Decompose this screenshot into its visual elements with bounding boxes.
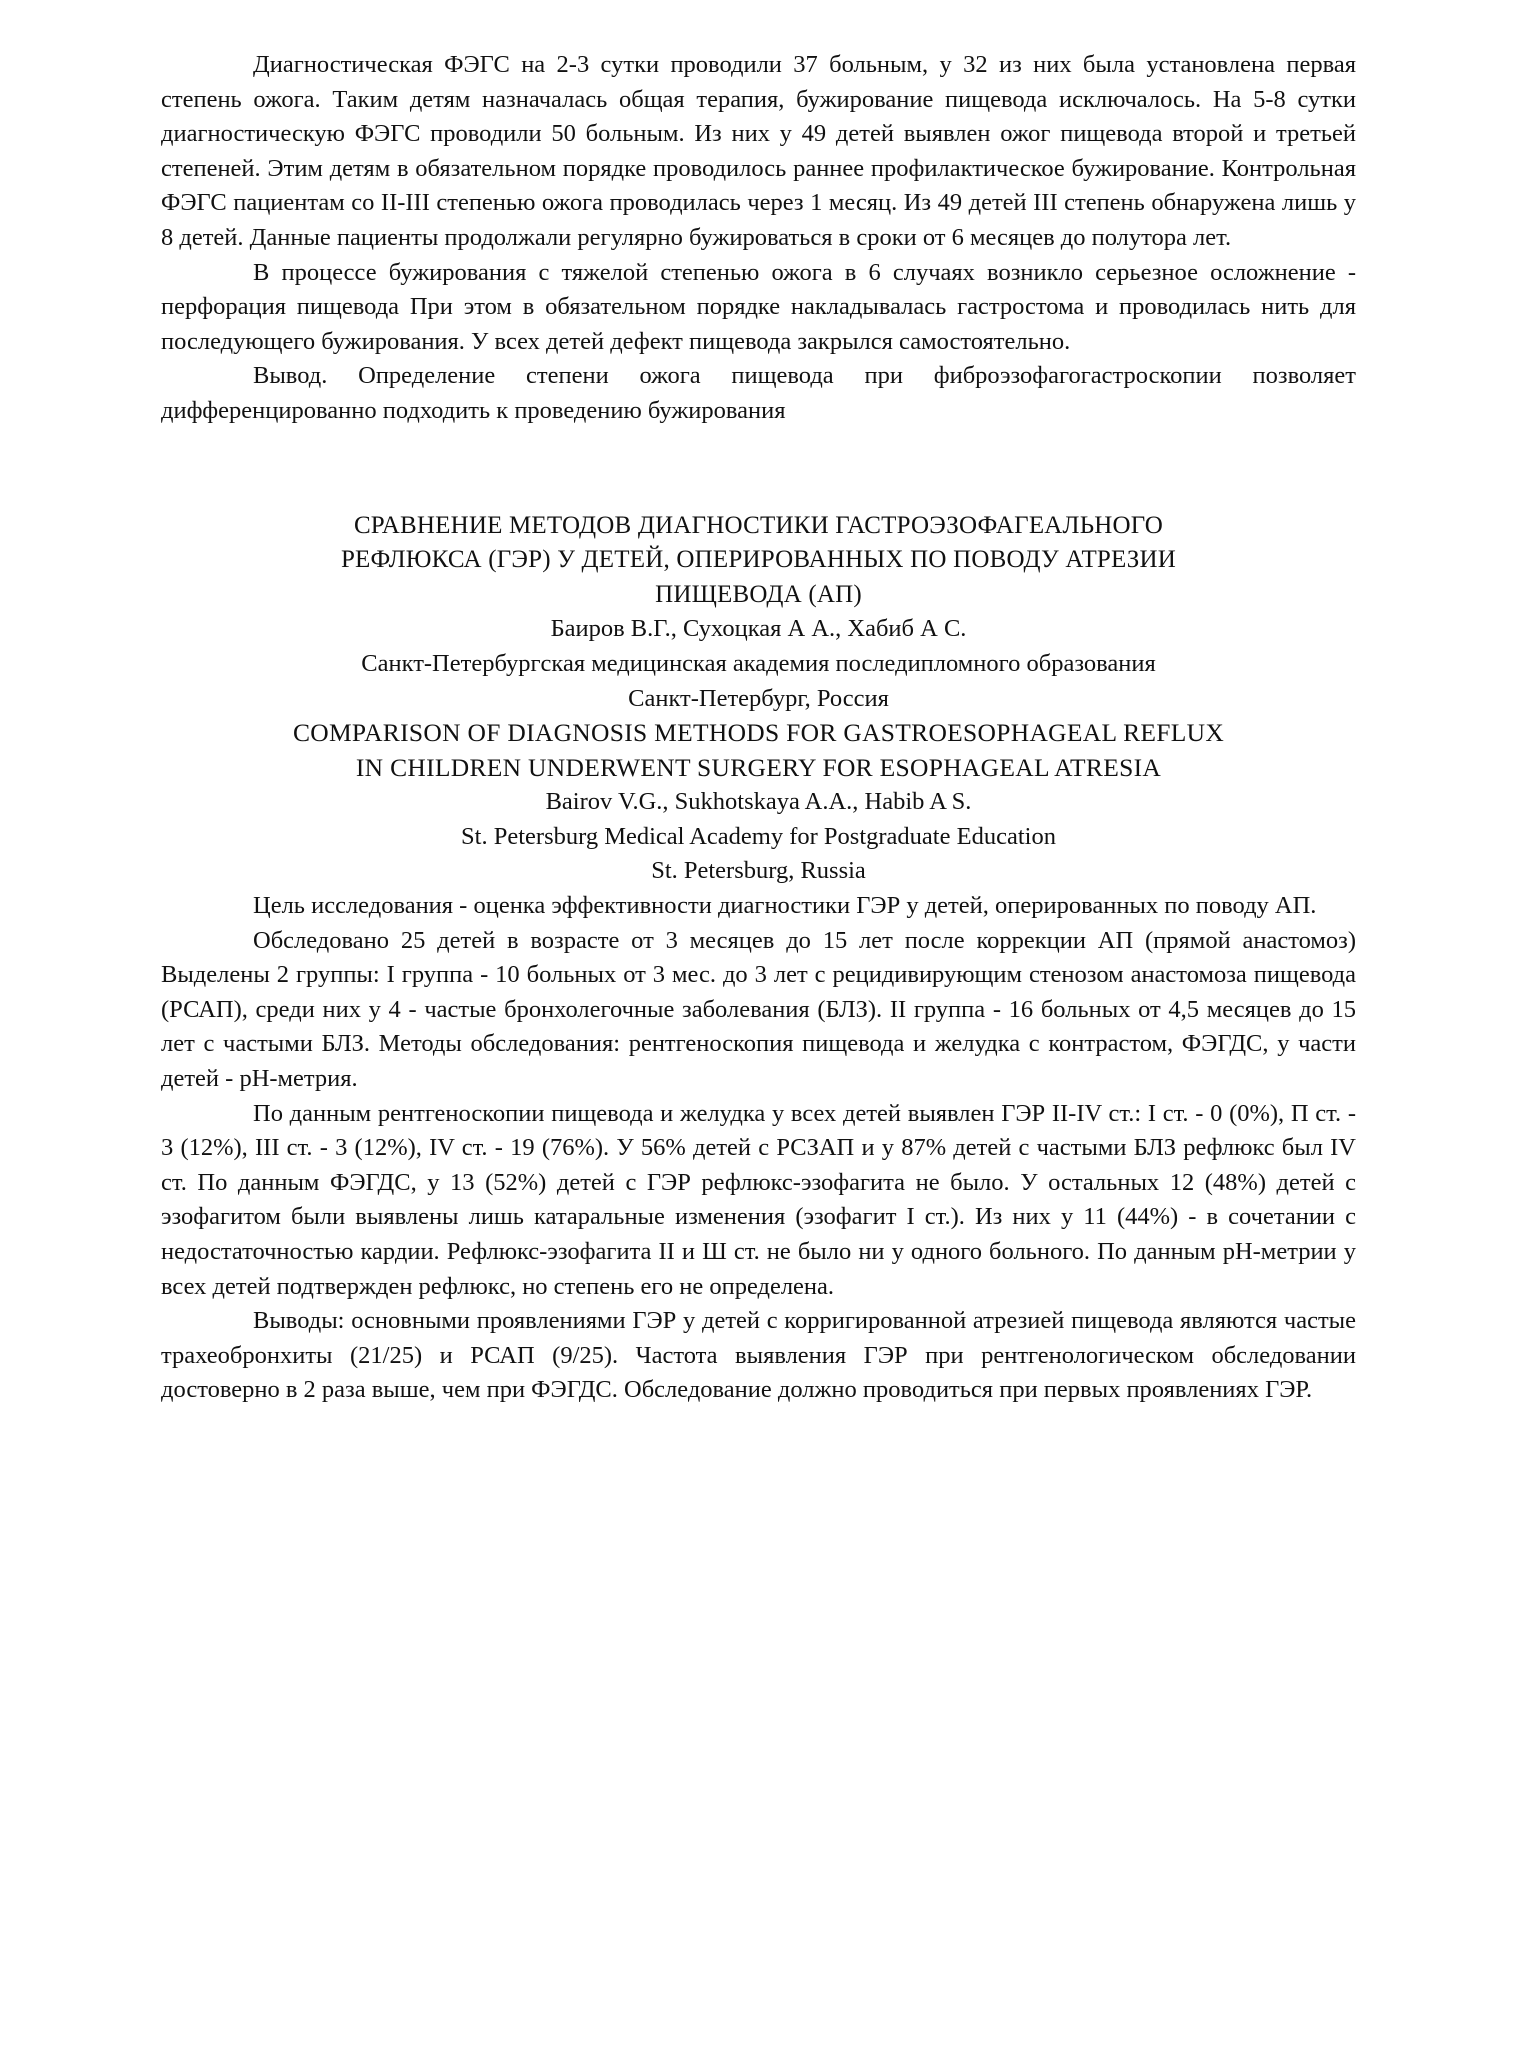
results-paragraph: По данным рентгеноскопии пищевода и желудка у всех детей выявлен ГЭР II-IV ст.: I ст. - 0 (0%), П ст. - 3 (12%), III ст. - 3 (12%), IV ст. - 19 (76%). У 56% детей с РСЗАП и у 87% детей с частыми БЛЗ рефлюкс был IV ст. По данным ФЭГДС, у 13 (52%) детей с ГЭР рефлюкс-эзофагита не было. У остальных 12 (48%) детей с эзофагитом были выявлены лишь катаральные изменения (эзофагит I ст.). Из них у 11 (44%) - в сочетании с недостаточностью кардии. Рефлюкс-эзофагита II и Ш ст. не было ни у одного больного. По данным pH-метрии у всех детей подтвержден рефлюкс, но степень его не определена.: [161, 1099, 1356, 1300]
title-ru-line: РЕФЛЮКСА (ГЭР) У ДЕТЕЙ, ОПЕРИРОВАННЫХ ПО ПОВОДУ АТРЕЗИИ: [340, 546, 1177, 574]
title-ru-line: СРАВНЕНИЕ МЕТОДОВ ДИАГНОСТИКИ ГАСТРОЭЗОФАГЕАЛЬНОГО: [353, 511, 1164, 539]
institution-ru: Санкт-Петербургская медицинская академия последипломного образования: [361, 649, 1156, 677]
conclusion-paragraph: Вывод. Определение степени ожога пищевода при фиброэзофагогастроскопии позволяет дифференцированно подходить к проведению бужирования: [161, 362, 1356, 424]
institution-en: St. Petersburg Medical Academy for Postgraduate Education: [461, 822, 1056, 850]
aim-paragraph: Цель исследования - оценка эффективности диагностики ГЭР у детей, оперированных по поводу АП.: [253, 892, 1317, 920]
authors-en: Bairov V.G., Sukhotskaya A.A., Habib A S.: [545, 788, 972, 816]
methods-paragraph: Обследовано 25 детей в возрасте от 3 месяцев до 15 лет после коррекции АП (прямой анастомоз) Выделены 2 группы: I группа - 10 больных от 3 мес. до 3 лет с рецидивирующим стенозом анастомоза пищевода (РСАП), среди них у 4 - частые бронхолегочные заболевания (БЛЗ). II группа - 16 больных от 4,5 месяцев до 15 лет с частыми БЛЗ. Методы обследования: рентгеноскопия пищевода и желудка с контрастом, ФЭГДС, у части детей - pH-метрия.: [161, 926, 1356, 1093]
title-en-line: IN CHILDREN UNDERWENT SURGERY FOR ESOPHAGEAL ATRESIA: [355, 752, 1162, 782]
body-paragraph: В процессе бужирования с тяжелой степенью ожога в 6 случаях возникло серьезное осложнение - перфорация пищевода При этом в обязательном порядке накладывалась гастростома и проводилась нить для последующего бужирования. У всех детей дефект пищевода закрылся самостоятельно.: [161, 258, 1356, 355]
article-title-ru: [161, 509, 1356, 613]
authors-ru: Баиров В.Г., Сухоцкая А А., Хабиб А С.: [550, 615, 967, 643]
body-paragraph: Диагностическая ФЭГС на 2-3 сутки проводили 37 больным, у 32 из них была установлена первая степень ожога. Таким детям назначалась общая терапия, бужирование пищевода исключалось. На 5-8 сутки диагностическую ФЭГС проводили 50 больным. Из них у 49 детей выявлен ожог пищевода второй и третьей степеней. Этим детям в обязательном порядке проводилось раннее профилактическое бужирование. Контрольная ФЭГС пациентам со II-III степенью ожога проводилась через 1 месяц. Из 49 детей III степень обнаружена лишь у 8 детей. Данные пациенты продолжали регулярно бужироваться в сроки от 6 месяцев до полутора лет.: [161, 51, 1356, 251]
title-en-line: COMPARISON OF DIAGNOSIS METHODS FOR GASTROESOPHAGEAL REFLUX: [292, 718, 1225, 748]
article-title-en: [161, 716, 1356, 785]
city-ru: Санкт-Петербург, Россия: [628, 684, 889, 712]
section-gap: [161, 429, 1356, 509]
conclusions-paragraph: Выводы: основными проявлениями ГЭР у детей с корригированной атрезией пищевода являются частые трахеобронхиты (21/25) и РСАП (9/25). Частота выявления ГЭР при рентгенологическом обследовании достоверно в 2 раза выше, чем при ФЭГДС. Обследование должно проводиться при первых проявлениях ГЭР.: [161, 1307, 1356, 1404]
title-ru-line: ПИЩЕВОДА (АП): [655, 580, 862, 608]
city-en: St. Petersburg, Russia: [651, 857, 866, 885]
document-page: [161, 48, 1356, 1408]
